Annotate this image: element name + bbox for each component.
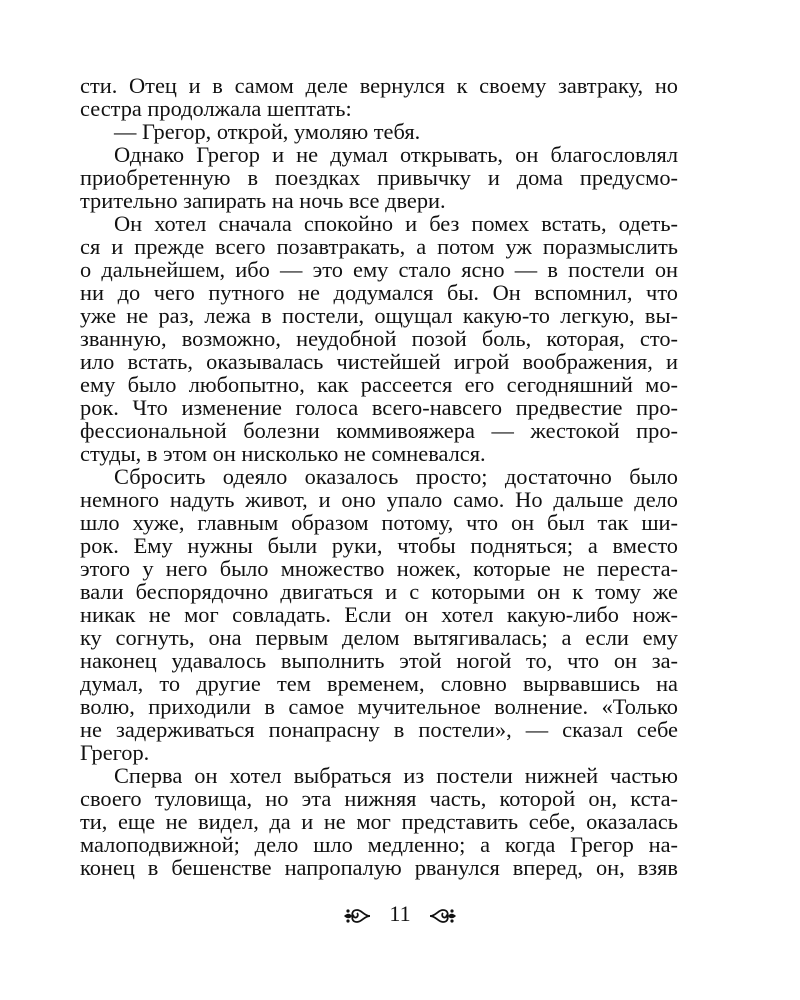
paragraph-4 xyxy=(80,212,678,465)
text-line: никак не мог совладать. Если он хотел какую-либо нож- xyxy=(80,602,678,627)
text-line: малоподвижной; дело шло медленно; а когда Грегор на- xyxy=(80,832,678,857)
text-line: вали беспорядочно двигаться и с которыми он к тому же xyxy=(80,579,678,604)
text-line: ило встать, оказывалась чистейшей игрой воображения, и xyxy=(80,349,678,374)
paragraph-1 xyxy=(80,74,678,120)
text-line: этого у него было множество ножек, которые не переста- xyxy=(80,556,678,581)
text-line: о дальнейшем, ибо — это ему стало ясно — в постели он xyxy=(80,257,678,282)
text-line: конец в бешенстве напропалую рванулся вперед, он, взяв xyxy=(80,855,678,880)
page-body xyxy=(80,74,678,879)
text-line: Грегор. xyxy=(80,740,150,765)
text-line: ти, еще не видел, да и не мог представить себе, оказалась xyxy=(80,809,678,834)
text-line: не задерживаться понапрасну в постели», — сказал себе xyxy=(80,717,678,742)
page-number: 11 xyxy=(389,900,411,926)
text-line: волю, приходили в самое мучительное волнение. «Только xyxy=(80,694,678,719)
text-line: фессиональной болезни коммивояжера — жестокой про- xyxy=(80,418,678,443)
text-line: ему было любопытно, как рассеется его сегодняшний мо- xyxy=(80,372,678,397)
text-line: сти. Отец и в самом деле вернулся к своему завтраку, но xyxy=(80,73,678,98)
text-line: приобретенную в поездках привычку и дома предусмо- xyxy=(80,165,678,190)
paragraph-5 xyxy=(80,465,678,764)
paragraph-2 xyxy=(80,120,678,143)
text-line: своего туловища, но эта нижняя часть, которой он, кста- xyxy=(80,786,678,811)
page-footer xyxy=(0,899,800,927)
text-line: шло хуже, главным образом потому, что он был так ши- xyxy=(80,510,678,535)
text-line: трительно запирать на ночь все двери. xyxy=(80,188,446,213)
text-line: думал, то другие тем временем, словно вырвавшись на xyxy=(80,671,678,696)
text-line: ся и прежде всего позавтракать, а потом уж поразмыслить xyxy=(80,234,678,259)
text-line: уже не раз, лежа в постели, ощущал какую-то легкую, вы- xyxy=(80,303,678,328)
ornament-flourish-icon xyxy=(342,905,372,923)
text-line: студы, в этом он нисколько не сомневался. xyxy=(80,441,486,466)
text-line: Сперва он хотел выбраться из постели нижней частью xyxy=(114,763,678,788)
paragraph-6 xyxy=(80,764,678,879)
text-line: ни до чего путного не додумался бы. Он вспомнил, что xyxy=(80,280,678,305)
text-line: рок. Что изменение голоса всего-навсего предвестие про- xyxy=(80,395,678,420)
text-line: немного надуть живот, и оно упало само. Но дальше дело xyxy=(80,487,678,512)
paragraph-3 xyxy=(80,143,678,212)
ornament-flourish-icon xyxy=(428,905,458,923)
text-line: званную, возможно, неудобной позой боль, которая, сто- xyxy=(80,326,678,351)
text-line: Он хотел сначала спокойно и без помех встать, одеть- xyxy=(114,211,678,236)
text-line: Сбросить одеяло оказалось просто; достаточно было xyxy=(114,464,678,489)
text-line: рок. Ему нужны были руки, чтобы подняться; а вместо xyxy=(80,533,678,558)
text-line: Однако Грегор и не думал открывать, он благословлял xyxy=(114,142,678,167)
text-line: — Грегор, открой, умоляю тебя. xyxy=(114,119,421,144)
text-line: наконец удавалось выполнить этой ногой то, что он за- xyxy=(80,648,678,673)
text-line: сестра продолжала шептать: xyxy=(80,96,352,121)
text-line: ку согнуть, она первым делом вытягивалась; а если ему xyxy=(80,625,678,650)
